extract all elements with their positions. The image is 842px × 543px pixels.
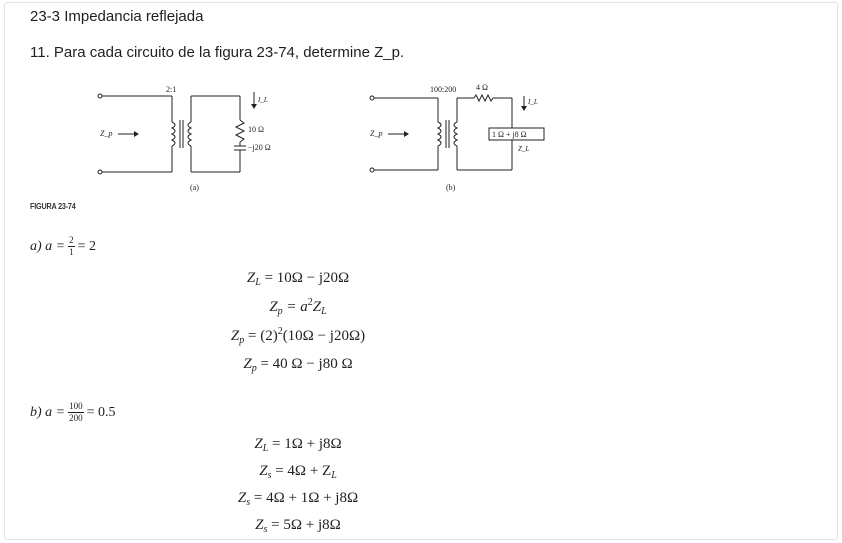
- eq-a2-sup: 2: [307, 297, 313, 308]
- figure-caption: FIGURA 23-74: [30, 202, 76, 211]
- eq-b1-lhs: Z: [254, 436, 263, 452]
- equation-a2: [178, 297, 418, 317]
- zl-label-b: Z_L: [518, 145, 530, 153]
- ratio-label-a: 2:1: [166, 85, 177, 94]
- eq-b3-rhs: = 4Ω + 1Ω + j8Ω: [250, 490, 359, 506]
- eq-a2-rhs-sub: L: [321, 306, 327, 317]
- eq-a4-rhs: = 40 Ω − j80 Ω: [256, 356, 353, 372]
- eq-b4-rhs: = 5Ω + j8Ω: [267, 517, 341, 533]
- ratio-result-b: = 0.5: [86, 404, 116, 420]
- problem-statement: 11. Para cada circuito de la figura 23-74, determine Z_p.: [30, 44, 405, 61]
- series-resistor-label-b: 4 Ω: [476, 83, 488, 92]
- eq-b4-lhs: Z: [255, 517, 264, 533]
- eq-a4-lhs-sub: p: [251, 363, 257, 374]
- ratio-denominator-b: 200: [69, 413, 83, 423]
- ratio-line-a: [30, 236, 96, 257]
- section-title: 23-3 Impedancia reflejada: [30, 8, 204, 25]
- eq-a3-sup: 2: [277, 326, 283, 337]
- eq-b2-rhs-sub: L: [331, 470, 337, 481]
- eq-a1-lhs: Z: [246, 270, 256, 286]
- eq-a2-lhs-sub: p: [277, 306, 283, 317]
- ratio-fraction-a: [68, 236, 75, 257]
- eq-a1-rhs: = 10Ω − j20Ω: [260, 270, 350, 286]
- zp-label-a: Z_p: [100, 129, 113, 138]
- eq-a3-lhs: Z: [230, 328, 240, 344]
- eq-b3-lhs: Z: [237, 490, 247, 506]
- zp-label-b: Z_p: [370, 129, 383, 138]
- ratio-denominator-a: 1: [69, 247, 74, 257]
- eq-b3-lhs-sub: s: [246, 497, 251, 508]
- eq-a4-lhs: Z: [243, 356, 252, 372]
- ratio-line-b: [30, 402, 116, 423]
- equation-a1: [178, 270, 418, 288]
- eq-b4-lhs-sub: s: [263, 524, 268, 535]
- eq-a2-rhs: Z: [312, 299, 322, 315]
- circuit-diagram-b: [362, 78, 562, 196]
- eq-b2-lhs: Z: [259, 463, 268, 479]
- il-label-a: I_L: [258, 96, 268, 104]
- eq-a1-lhs-sub: L: [255, 277, 261, 288]
- ratio-numerator-b: 100: [69, 401, 83, 411]
- eq-b1-lhs-sub: L: [262, 443, 269, 454]
- ratio-prefix-a: a) a =: [30, 238, 66, 254]
- capacitor-label-a: −j20 Ω: [248, 143, 271, 152]
- equation-a4: [178, 356, 418, 374]
- equation-b4: [178, 517, 418, 535]
- eq-a3-mid: = (2): [244, 328, 278, 344]
- eq-b2-lhs-sub: s: [267, 470, 272, 481]
- sublabel-a: (a): [190, 183, 199, 192]
- eq-a3-rhs: (10Ω − j20Ω): [282, 328, 366, 344]
- equation-b2: [178, 463, 418, 481]
- ratio-prefix-b: b) a =: [30, 404, 66, 420]
- resistor-label-a: 10 Ω: [248, 125, 264, 134]
- circuit-diagram-a: [90, 78, 320, 196]
- il-label-b: I_L: [528, 98, 538, 106]
- sublabel-b: (b): [446, 183, 456, 192]
- eq-a2-mid: = a: [282, 299, 308, 315]
- equation-b1: [178, 436, 418, 454]
- equation-b3: [178, 490, 418, 508]
- eq-b1-rhs: = 1Ω + j8Ω: [268, 436, 342, 452]
- eq-b2-mid: = 4Ω + Z: [271, 463, 332, 479]
- ratio-label-b: 100:200: [430, 85, 457, 94]
- ratio-result-a: = 2: [77, 238, 97, 254]
- eq-a3-lhs-sub: p: [239, 335, 245, 346]
- eq-a2-lhs: Z: [269, 299, 278, 315]
- load-label-b: 1 Ω + j8 Ω: [492, 130, 527, 139]
- ratio-numerator-a: 2: [69, 235, 74, 245]
- equation-a3: [178, 326, 418, 346]
- ratio-fraction-b: [68, 402, 84, 423]
